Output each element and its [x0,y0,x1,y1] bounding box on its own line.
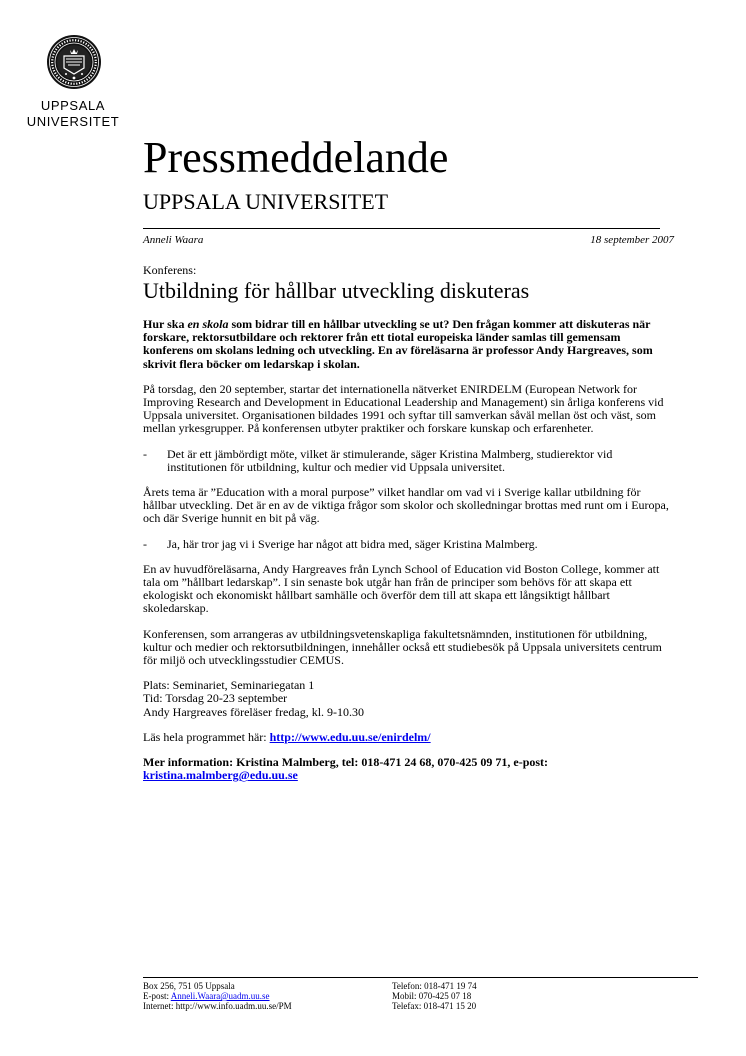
author-name: Anneli Waara [143,234,204,246]
event-lecture: Andy Hargreaves föreläser fredag, kl. 9-10.30 [143,704,365,719]
logo-wordmark [18,98,128,130]
footer-email-link[interactable]: Anneli.Waara@uadm.uu.se [170,991,270,1001]
lead-paragraph: Hur ska en skola som bidrar till en hållbar utveckling se ut? Den frågan kommer att diskuteras när forskare, rektorsutbildare och rektorer från ett tiotal europeiska länder samlas till gemensam konferens om skolans ledning och utveckling. En av föreläsarna är professor Andy Hargreaves, som skrivit flera böcker om ledarskap i skolan. [143,317,653,371]
quote-dash: - [143,536,147,551]
contact-info: Mer information: Kristina Malmberg, tel: 018-471 24 68, 070-425 09 71, e-post: kristina.malmberg@edu.uu.se [143,755,549,783]
page-subtitle: UPPSALA UNIVERSITET [143,189,389,214]
program-line: Läs hela programmet här: http://www.edu.uu.se/enirdelm/ [143,729,431,744]
quote-dash: - [143,446,147,461]
logo-line-1: UPPSALA [40,98,106,113]
page-title: Pressmeddelande [143,133,449,182]
paragraph-4: Konferensen, som arrangeras av utbildningsvetenskapliga fakultetsnämnden, institutionen för utbildning, kultur och medier och rektorsutbildningen, innehåller också ett studiebesök på Uppsala universitets centrum för miljö och utvecklingsstudier CEMUS. [143,626,662,668]
paragraph-3: En av huvudföreläsarna, Andy Hargreaves från Lynch School of Education vid Boston College, kommer att tala om ”hållbart ledarskap”. I sin senaste bok utgår han från de principer som behövs för att skapa ett ekologiskt och ekonomiskt hållbart samhälle och överför dem till att skapa ett långsiktigt hållbart skoledarskap. [143,561,660,616]
paragraph-2: Årets tema är ”Education with a moral purpose” vilket handlar om vad vi i Sverige kallar utbildning för hållbar utveckling. Det är en av de viktiga frågor som skolor och skolledningar brottas med runt om i Europa, och där Sverige hunnit en bit på väg. [143,485,669,526]
program-link[interactable]: http://www.edu.uu.se/enirdelm/ [269,729,431,744]
event-place: Plats: Seminariet, Seminariegatan 1 [143,678,315,693]
footer-internet: Internet: http://www.info.uadm.uu.se/PM [143,1001,292,1011]
lead-emphasis: en skola [187,317,229,331]
quote-1 [143,448,673,474]
quote-2 [143,538,673,551]
footer-right [392,981,477,1011]
footer-mobile: Mobil: 070-425 07 18 [392,991,472,1001]
footer-left [143,981,292,1011]
logo-line-2: UNIVERSITET [26,114,120,129]
event-details [143,679,673,719]
footer-fax: Telefax: 018-471 15 20 [392,1001,477,1011]
article-kicker: Konferens: [143,263,197,277]
quote-1-text: Det är ett jämbördigt möte, vilket är stimulerande, säger Kristina Malmberg, studierektor vid institutionen för utbildning, kultur och medier vid Uppsala universitet. [167,446,613,474]
header-divider [143,228,660,229]
paragraph-1: På torsdag, den 20 september, startar det internationella nätverket ENIRDELM (European Network for Improving Research and Development in Educational Leadership and Management) sin årliga konferens vid Uppsala universitet. Organisationen bildades 1991 och syftar till samverkan såväl mellan öst och väst, som mellan yrkesgrupper. På konferensen utbyter praktiker och forskare kunskap och erfarenheter. [143,381,664,436]
contact-email-link[interactable]: kristina.malmberg@edu.uu.se [143,768,298,783]
footer-email-line: E-post: Anneli.Waara@uadm.uu.se [143,991,270,1001]
publish-date: 18 september 2007 [590,234,674,246]
footer-divider [143,977,698,978]
article-headline: Utbildning för hållbar utveckling diskuteras [143,278,530,303]
article-body [143,263,673,794]
event-time: Tid: Torsdag 20-23 september [143,691,288,706]
quote-2-text: Ja, här tror jag vi i Sverige har något att bidra med, säger Kristina Malmberg. [167,536,538,551]
footer-phone: Telefon: 018-471 19 74 [392,981,477,991]
university-seal-logo [46,34,102,90]
footer-address: Box 256, 751 05 Uppsala [143,981,235,991]
